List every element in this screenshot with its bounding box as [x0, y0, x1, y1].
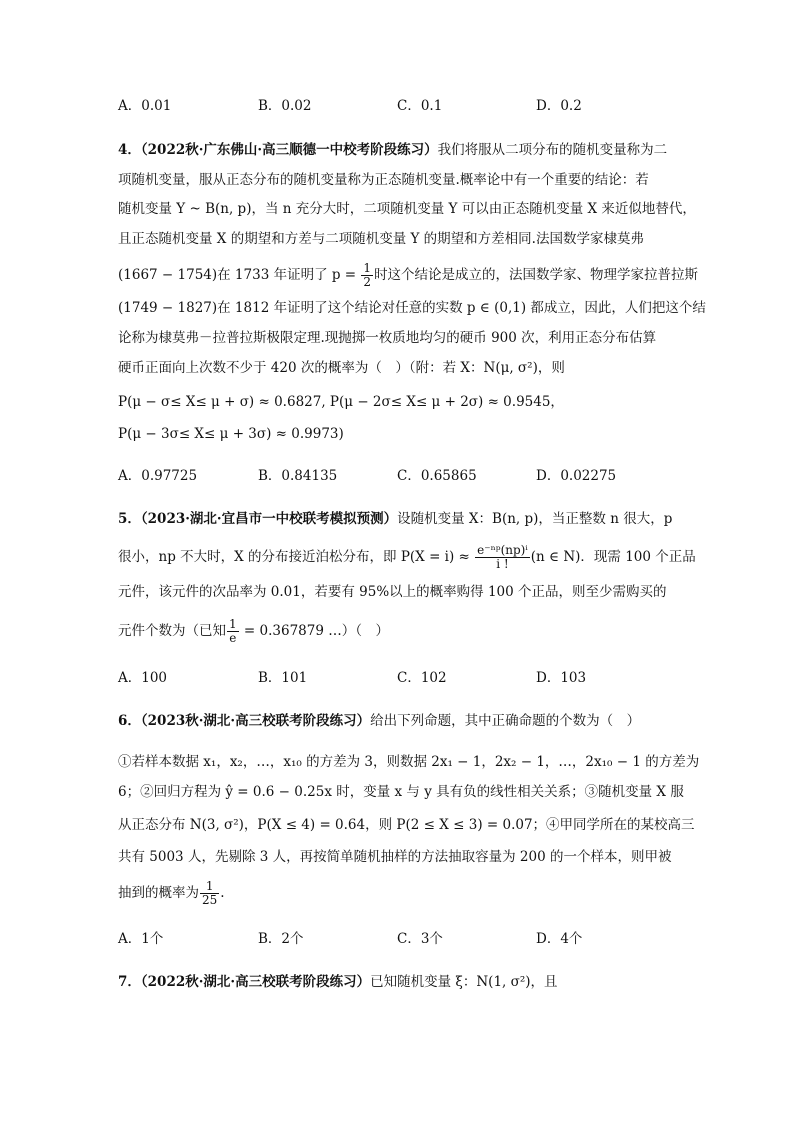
- q4-option-a: A．0.97725: [118, 468, 198, 484]
- q5-option-d: D．103: [536, 670, 587, 686]
- q5-text-2b: (n ∈ N)．现需 100 个正品: [530, 549, 696, 565]
- q5-text-2a: 很小，np 不大时，X 的分布接近泊松分布，即 P(X = i) ≈: [118, 549, 475, 565]
- q6-line-1: [118, 711, 640, 731]
- q5-frac1-den: i !: [496, 557, 509, 571]
- q4-options: [118, 466, 678, 486]
- q7-number: 7．: [118, 974, 141, 990]
- q4-frac-den: 2: [363, 275, 372, 289]
- q4-frac-num: 1: [363, 261, 372, 275]
- q3-option-a: A．0.01: [118, 98, 172, 114]
- q5-option-c: C．102: [397, 670, 447, 686]
- q3-option-c: C．0.1: [397, 98, 443, 114]
- q5-fraction-poisson: [475, 544, 530, 571]
- q4-line-10: P(μ − 3σ≤ X≤ μ + 3σ) ≈ 0.9973): [118, 426, 344, 442]
- q5-frac2-den: e: [229, 631, 237, 645]
- q5-text-1: 设随机变量 X：B(n, p)，当正整数 n 很大，p: [397, 511, 673, 527]
- q4-fraction: [361, 262, 373, 289]
- q4-text-5a: (1667 − 1754)在 1733 年证明了 p =: [118, 267, 361, 283]
- q4-line-1: [118, 140, 667, 160]
- q4-text-5b: 时这个结论是成立的，法国数学家、物理学家拉普拉斯: [374, 267, 699, 283]
- q3-option-b: B．0.02: [258, 98, 312, 114]
- q4-line-6: (1749 − 1827)在 1812 年证明了这个结论对任意的实数 p ∈ (0,1) 都成立，因此，人们把这个结: [118, 300, 706, 316]
- q6-text-6b: .: [220, 885, 225, 901]
- q4-line-3: 随机变量 Y ~ B(n, p)，当 n 充分大时，二项随机变量 Y 可以由正态随机变量 X 来近似地替代，: [118, 201, 696, 217]
- q4-option-b: B．0.84135: [258, 468, 338, 484]
- q5-source: （2023·湖北·宜昌市一中校联考模拟预测）: [140, 511, 398, 527]
- q5-frac1-num: e⁻ⁿᵖ(np)ⁱ: [477, 543, 528, 557]
- q4-line-8: 硬币正面向上次数不少于 420 次的概率为（ ）（附：若 X：N(μ, σ²)，则: [118, 360, 565, 376]
- q5-options: [118, 668, 678, 688]
- q6-options: [118, 929, 678, 949]
- q5-text-4b: = 0.367879 …）（ ）: [239, 623, 389, 639]
- q6-option-d: D．4个: [536, 931, 583, 947]
- q4-line-5: [118, 262, 698, 289]
- q4-number: 4．: [118, 142, 141, 158]
- q4-line-2: 项随机变量，服从正态分布的随机变量称为正态随机变量.概率论中有一个重要的结论：若: [118, 172, 649, 188]
- q7-text-1: 已知随机变量 ξ：N(1, σ²)，且: [370, 974, 558, 990]
- q6-fraction: [200, 880, 219, 907]
- q3-option-d: D．0.2: [536, 98, 582, 114]
- q6-number: 6．: [118, 713, 141, 729]
- q6-line-6: [118, 880, 225, 907]
- q6-text-1: 给出下列命题，其中正确命题的个数为（ ）: [370, 713, 641, 729]
- q6-source: （2023秋·湖北·高三校联考阶段练习）: [140, 713, 371, 729]
- q4-line-4: 且正态随机变量 X 的期望和方差与二项随机变量 Y 的期望和方差相同.法国数学家棣莫弗: [118, 231, 644, 247]
- q7-line-1: [118, 972, 558, 992]
- q6-line-2: ①若样本数据 x₁，x₂，…，x₁₀ 的方差为 3，则数据 2x₁ − 1，2x₂ − 1，…，2x₁₀ − 1 的方差为: [118, 754, 700, 770]
- q6-option-a: A．1个: [118, 931, 164, 947]
- q5-option-a: A．100: [118, 670, 168, 686]
- q4-text-1: 我们将服从二项分布的随机变量称为二: [437, 142, 668, 158]
- q5-option-b: B．101: [258, 670, 308, 686]
- q4-line-9: P(μ − σ≤ X≤ μ + σ) ≈ 0.6827, P(μ − 2σ≤ X≤ μ + 2σ) ≈ 0.9545，: [118, 394, 564, 410]
- q4-option-c: C．0.65865: [397, 468, 477, 484]
- q7-source: （2022秋·湖北·高三校联考阶段练习）: [140, 974, 371, 990]
- q6-line-5: 共有 5003 人，先剔除 3 人，再按简单随机抽样的方法抽取容量为 200 的一个样本，则甲被: [118, 849, 672, 865]
- q5-line-2: [118, 544, 696, 571]
- q6-frac-num: 1: [200, 880, 219, 894]
- q6-line-4: 从正态分布 N(3, σ²)，P(X ≤ 4) = 0.64，则 P(2 ≤ X ≤ 3) = 0.07；④甲同学所在的某校高三: [118, 817, 695, 833]
- q6-frac-den: 25: [202, 893, 218, 907]
- q5-line-1: [118, 509, 672, 529]
- q4-source: （2022秋·广东佛山·高三顺德一中校考阶段练习）: [140, 142, 438, 158]
- q6-option-b: B．2个: [258, 931, 304, 947]
- q5-line-3: 元件，该元件的次品率为 0.01，若要有 95%以上的概率购得 100 个正品，则至少需购买的: [118, 584, 667, 600]
- q5-line-4: [118, 618, 389, 645]
- q6-option-c: C．3个: [397, 931, 443, 947]
- q5-number: 5．: [118, 511, 141, 527]
- q5-text-4a: 元件个数为（已知: [118, 623, 226, 639]
- q4-option-d: D．0.02275: [536, 468, 617, 484]
- q6-line-3: 6；②回归方程为 ŷ = 0.6 − 0.25x 时，变量 x 与 y 具有负的线性相关关系；③随机变量 X 服: [118, 784, 684, 800]
- q5-fraction-e: [227, 618, 239, 645]
- q6-text-6a: 抽到的概率为: [118, 885, 199, 901]
- q3-options: [118, 96, 678, 116]
- q5-frac2-num: 1: [229, 617, 237, 631]
- q4-line-7: 论称为棣莫弗－拉普拉斯极限定理.现抛掷一枚质地均匀的硬币 900 次，利用正态分布估算: [118, 330, 657, 346]
